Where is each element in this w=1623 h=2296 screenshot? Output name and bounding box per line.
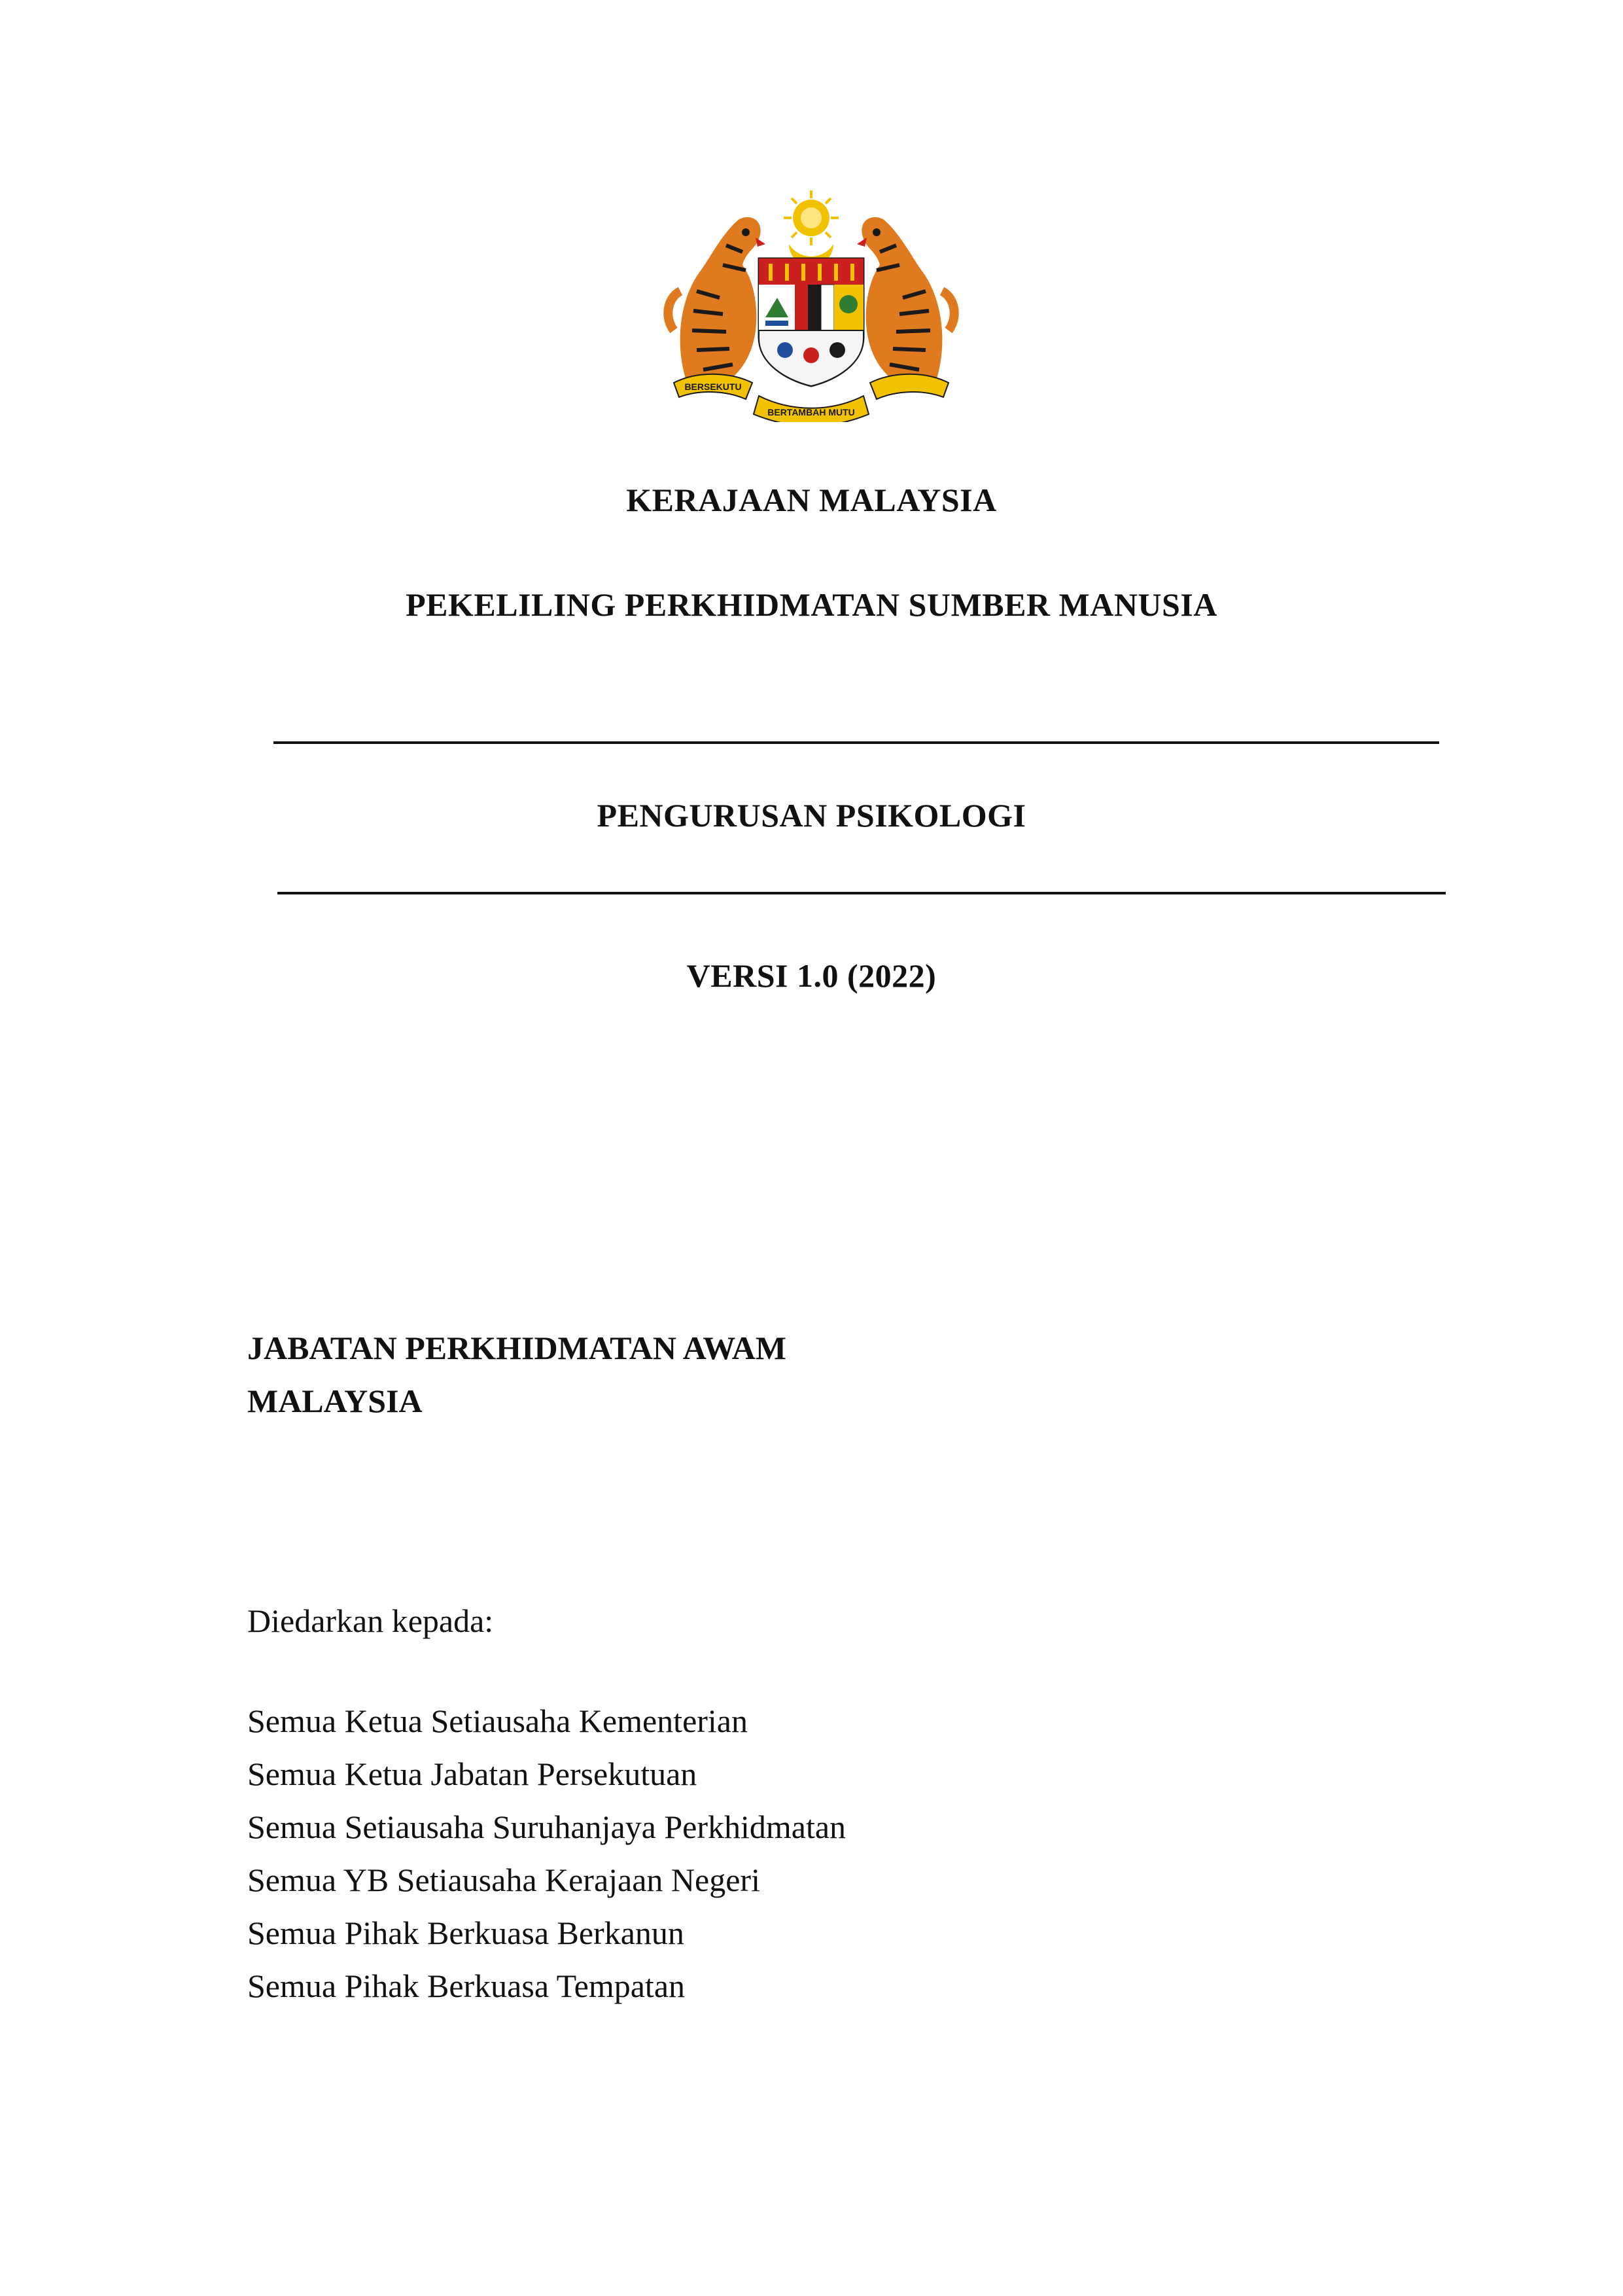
motto-center-text: BERTAMBAH MUTU: [767, 407, 855, 417]
list-item: Semua Setiausaha Suruhanjaya Perkhidmatan: [247, 1809, 846, 1845]
circular-heading: PEKELILING PERKHIDMATAN SUMBER MANUSIA: [406, 586, 1217, 623]
left-tiger-icon: [668, 217, 765, 386]
list-item: Semua Pihak Berkuasa Berkanun: [247, 1915, 684, 1951]
subject-title: PENGURUSAN PSIKOLOGI: [597, 797, 1026, 834]
top-divider: [273, 741, 1439, 744]
shield-icon: [759, 258, 864, 386]
government-heading: KERAJAAN MALAYSIA: [626, 482, 997, 518]
distribution-heading: Diedarkan kepada:: [247, 1602, 494, 1639]
malaysia-coat-of-arms-icon: [661, 186, 962, 422]
issuer-block: [247, 1322, 786, 1428]
issuer-line-2: MALAYSIA: [247, 1383, 423, 1419]
recipient-list: [247, 1695, 846, 2013]
motto-left-text: BERSEKUTU: [684, 381, 742, 392]
list-item: Semua Pihak Berkuasa Tempatan: [247, 1968, 686, 2004]
list-item: Semua Ketua Jabatan Persekutuan: [247, 1756, 697, 1792]
crescent-star-icon: [784, 190, 839, 266]
bottom-divider: [277, 892, 1446, 894]
version-label: VERSI 1.0 (2022): [686, 957, 937, 994]
issuer-line-1: JABATAN PERKHIDMATAN AWAM: [247, 1330, 787, 1366]
right-tiger-icon: [857, 217, 954, 386]
list-item: Semua YB Setiausaha Kerajaan Negeri: [247, 1862, 760, 1898]
list-item: Semua Ketua Setiausaha Kementerian: [247, 1703, 748, 1739]
